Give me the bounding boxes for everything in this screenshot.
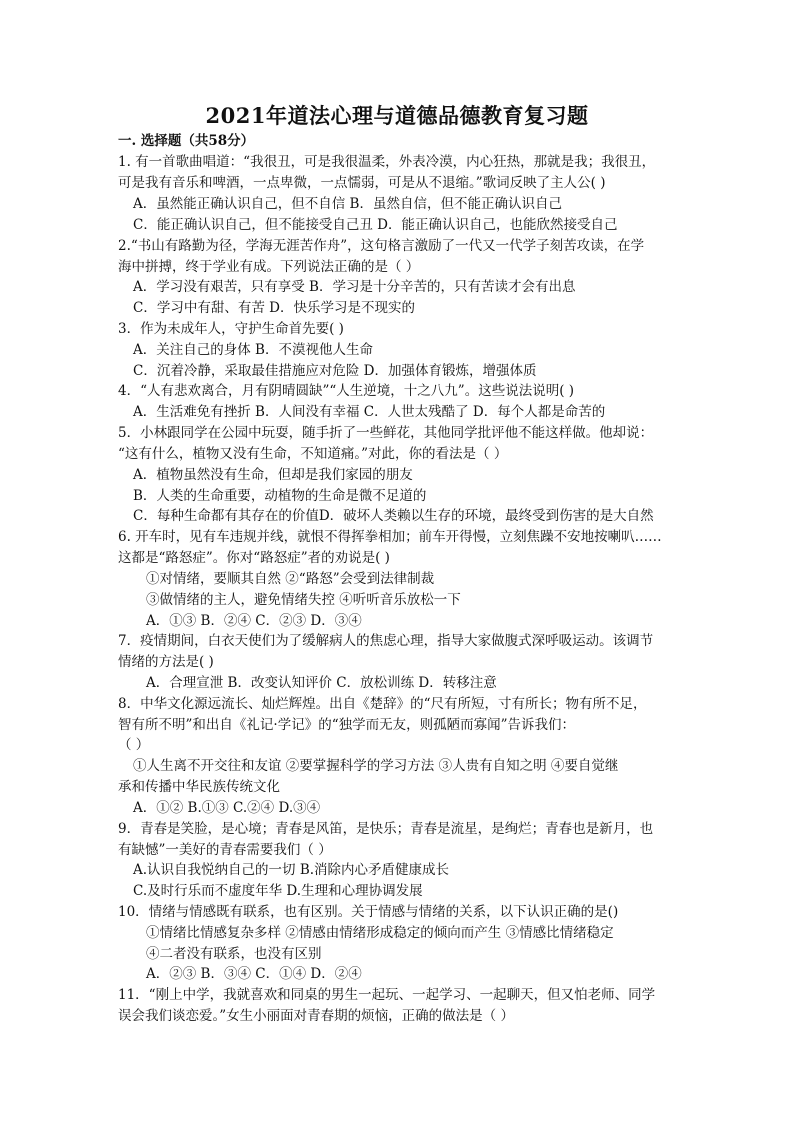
section-heading: 一. 选择题（共58分）: [118, 133, 255, 149]
question-8-line-3: （ ）: [118, 737, 150, 753]
question-5-option-a: A．植物虽然没有生命，但却是我们家园的朋友: [133, 467, 413, 483]
question-6-line-2: 这都是“路怒症”。你对“路怒症”者的劝说是( ): [118, 550, 390, 566]
question-10-stem: 10．情绪与情感既有联系，也有区别。关于情感与情绪的关系，以下认识正确的是(): [118, 904, 619, 920]
question-9-options-ab: A.认识自我悦纳自己的一切 B.消除内心矛盾健康成长: [133, 862, 450, 878]
question-5-line-2: “这有什么，植物又没有生命，不知道痛。”对此，你的看法是（ ）: [118, 446, 508, 462]
question-11-line-1: 11．“刚上中学，我就喜欢和同桌的男生一起玩、一起学习、一起聊天，但又怕老师、同学: [118, 987, 656, 1003]
question-1-line-2: 可是我有音乐和啤酒，一点卑微，一点懦弱，可是从不退缩。”歌词反映了主人公( ): [118, 175, 606, 191]
question-2-line-2: 海中拼搏，终于学业有成。下列说法正确的是（ ）: [118, 259, 420, 275]
question-1-options-ab: A．虽然能正确认识自己，但不自信 B．虽然自信，但不能正确认识自己: [133, 196, 562, 212]
question-5-options-cd: C．每种生命都有其存在的价值D．破坏人类赖以生存的环境，最终受到伤害的是大自然: [133, 508, 654, 524]
question-9-options-cd: C.及时行乐而不虚度年华 D.生理和心理协调发展: [133, 883, 423, 899]
question-1-options-cd: C．能正确认识自己，但不能接受自己丑 D．能正确认识自己，也能欣然接受自己: [133, 217, 618, 233]
question-6-statements-12: ①对情绪，要顺其自然 ②“路怒”会受到法律制裁: [146, 571, 435, 587]
question-8-options: A．①② B.①③ C.②④ D.③④: [133, 800, 321, 816]
question-8-statements-cont: 承和传播中华民族传统文化: [118, 779, 280, 795]
question-11-line-2: 误会我们谈恋爱。”女生小丽面对青春期的烦恼，正确的做法是（ ）: [118, 1008, 514, 1024]
question-5-line-1: 5．小林跟同学在公园中玩耍，随手折了一些鲜花，其他同学批评他不能这样做。他却说：: [118, 425, 654, 441]
question-7-line-1: 7．疫情期间，白衣天使们为了缓解病人的焦虑心理，指导大家做腹式深呼吸运动。该调节: [118, 633, 654, 649]
question-2-line-1: 2.“书山有路勤为径，学海无涯苦作舟”，这句格言激励了一代又一代学子刻苦攻读，在学: [118, 238, 645, 254]
page-title: 2021年道法心理与道德品德教育复习题: [205, 103, 589, 128]
question-7-options: A．合理宣泄 B．改变认知评价 C．放松训练 D．转移注意: [146, 675, 497, 691]
question-3-options-cd: C．沉着冷静，采取最佳措施应对危险 D．加强体育锻炼，增强体质: [133, 363, 537, 379]
question-1-line-1: 1. 有一首歌曲唱道：“我很丑，可是我很温柔，外表冷漠，内心狂热，那就是我；我很丑，: [118, 154, 656, 170]
question-8-line-2: 智有所不明”和出自《礼记·学记》的“独学而无友，则孤陋而寡闻”告诉我们：: [118, 717, 575, 733]
question-9-line-1: 9．青春是笑脸，是心境；青春是风笛，是快乐；青春是流星，是绚烂；青春也是新月，也: [118, 821, 654, 837]
question-8-statements: ①人生离不开交往和友谊 ②要掌握科学的学习方法 ③人贵有自知之明 ④要自觉继: [133, 758, 619, 774]
question-6-line-1: 6. 开车时，见有车违规并线，就恨不得挥拳相加；前车开得慢，立刻焦躁不安地按喇叭……: [118, 529, 662, 545]
question-8-line-1: 8．中华文化源远流长、灿烂辉煌。出自《楚辞》的“尺有所短，寸有所长；物有所不足，: [118, 696, 647, 712]
question-4-options: A．生活难免有挫折 B．人间没有幸福 C．人世太残酷了 D．每个人都是命苦的: [133, 404, 606, 420]
question-4-stem: 4．“人有悲欢离合，月有阴晴圆缺”“人生逆境，十之八九”。这些说法说明( ): [118, 383, 575, 399]
question-9-line-2: 有缺憾”一美好的青春需要我们（ ）: [118, 842, 332, 858]
question-6-options: A．①③ B．②④ C．②③ D．③④: [146, 613, 362, 629]
question-10-options: A．②③ B．③④ C．①④ D．②④: [146, 966, 362, 982]
question-5-option-b: B．人类的生命重要，动植物的生命是微不足道的: [133, 488, 427, 504]
question-10-statement-4: ④二者没有联系，也没有区别: [146, 946, 322, 962]
question-6-statements-34: ③做情绪的主人，避免情绪失控 ④听听音乐放松一下: [146, 592, 461, 608]
question-3-options-ab: A．关注自己的身体 B．不漠视他人生命: [133, 342, 373, 358]
question-3-stem: 3．作为未成年人，守护生命首先要( ): [118, 321, 344, 337]
question-2-options-cd: C．学习中有甜、有苦 D．快乐学习是不现实的: [133, 300, 415, 316]
question-10-statements-123: ①情绪比情感复杂多样 ②情感由情绪形成稳定的倾向而产生 ③情感比情绪稳定: [146, 925, 614, 941]
question-7-line-2: 情绪的方法是( ): [118, 654, 214, 670]
question-2-options-ab: A．学习没有艰苦，只有享受 B．学习是十分辛苦的，只有苦读才会有出息: [133, 279, 576, 295]
